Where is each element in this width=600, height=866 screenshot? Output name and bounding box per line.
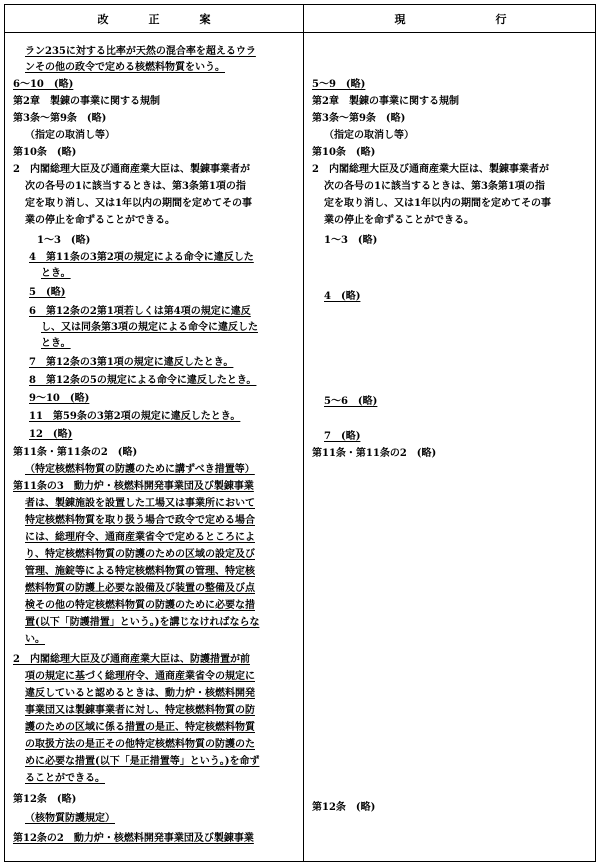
- text-line: 5～9 (略): [312, 79, 366, 90]
- text-line: 第12条 (略): [312, 802, 376, 813]
- column-divider: [303, 5, 304, 861]
- text-line: （特定核燃料物質の防護のために講ずべき措置等）: [25, 464, 255, 475]
- text-line: の取扱方法の是正その他特定核燃料物質の防護のた: [25, 739, 255, 750]
- text-line: い。: [25, 634, 45, 645]
- text-line: とき。: [41, 268, 71, 279]
- text-line: 業の停止を命ずることができる。: [324, 215, 474, 226]
- text-line: 2 内閣総理大臣及び通商産業大臣は、製錬事業者が: [13, 164, 250, 175]
- text-line: 第10条 (略): [312, 147, 376, 158]
- text-line: 6 第12条の2第1項若しくは第4項の規定に違反: [29, 306, 251, 317]
- text-line: 4 第11条の3第2項の規定による命令に違反した: [29, 252, 254, 263]
- text-line: 12 (略): [29, 429, 73, 440]
- text-line: 次の各号の1に該当するときは、第3条第1項の指: [25, 181, 246, 192]
- text-line: 者は、製錬施設を設置した工場又は事業所において: [25, 498, 255, 509]
- text-line: （核物質防護規定）: [25, 813, 115, 824]
- text-line: 事業団又は製錬事業者に対し、特定核燃料物質の防: [25, 705, 255, 716]
- text-line: 第12条 (略): [13, 794, 77, 805]
- text-line: とき。: [41, 338, 71, 349]
- text-line: り、特定核燃料物質の防護のための区域の設定及び: [25, 549, 255, 560]
- text-line: 定を取り消し、又は1年以内の期間を定めてその事: [25, 198, 252, 209]
- header-current: [304, 5, 597, 33]
- text-line: ンその他の政令で定める核燃料物質をいう。: [25, 62, 225, 73]
- text-line: 1～3 (略): [324, 235, 378, 246]
- text-line: し、又は同条第3項の規定による命令に違反した: [41, 322, 258, 333]
- text-line: 7 第12条の3第1項の規定に違反したとき。: [29, 357, 234, 368]
- text-line: 管理、施錠等による特定核燃料物質の管理、特定核: [25, 566, 255, 577]
- text-line: （指定の取消し等）: [324, 130, 414, 141]
- text-line: 燃料物質の防護上必要な設備及び装置の整備及び点: [25, 583, 255, 594]
- text-line: 6～10 (略): [13, 79, 74, 90]
- text-line: には、総理府令、通商産業省令で定めるところによ: [25, 532, 255, 543]
- header-revised: [5, 5, 303, 33]
- text-line: 第3条～第9条 (略): [13, 113, 107, 124]
- comparison-table: [4, 4, 596, 862]
- text-line: （指定の取消し等）: [25, 130, 115, 141]
- text-line: 第11条の3 動力炉・核燃料開発事業団及び製錬事業: [13, 481, 254, 492]
- header-revised-label: 改正案: [97, 13, 251, 26]
- text-line: 第3条～第9条 (略): [312, 113, 406, 124]
- text-line: 業の停止を命ずることができる。: [25, 215, 175, 226]
- table-header: [5, 5, 595, 33]
- text-line: 2 内閣総理大臣及び通商産業大臣は、製錬事業者が: [312, 164, 549, 175]
- text-line: 特定核燃料物質を取り扱う場合で政令で定める場合: [25, 515, 255, 526]
- text-line: 第2章 製錬の事業に関する規制: [312, 96, 459, 107]
- text-line: 第12条の2 動力炉・核燃料開発事業団及び製錬事業: [13, 833, 254, 844]
- text-line: 置(以下「防護措置」という。)を講じなければならな: [25, 617, 260, 628]
- text-line: 11 第59条の3第2項の規定に違反したとき。: [29, 411, 241, 422]
- text-line: 5 (略): [29, 287, 66, 298]
- text-line: ることができる。: [25, 773, 105, 784]
- text-line: 5～6 (略): [324, 396, 378, 407]
- text-line: 違反していると認めるときは、動力炉・核燃料開発: [25, 688, 255, 699]
- text-line: 次の各号の1に該当するときは、第3条第1項の指: [324, 181, 545, 192]
- text-line: 第11条・第11条の2 (略): [13, 447, 138, 458]
- text-line: 2 内閣総理大臣及び通商産業大臣は、防護措置が前: [13, 654, 250, 665]
- text-line: 護のための区域に係る措置の是正、特定核燃料物質: [25, 722, 255, 733]
- text-line: ラン235に対する比率が天然の混合率を超えるウラ: [25, 46, 256, 57]
- text-line: 第11条・第11条の2 (略): [312, 448, 437, 459]
- text-line: 検その他の特定核燃料物質の防護のために必要な措: [25, 600, 255, 611]
- header-current-label: 現行: [394, 13, 597, 26]
- text-line: 1～3 (略): [37, 235, 91, 246]
- text-line: めに必要な措置(以下「是正措置等」という。)を命ず: [25, 756, 260, 767]
- text-line: 8 第12条の5の規定による命令に違反したとき。: [29, 375, 257, 386]
- text-line: 第2章 製錬の事業に関する規制: [13, 96, 160, 107]
- text-line: 4 (略): [324, 291, 361, 302]
- text-line: 7 (略): [324, 431, 361, 442]
- text-line: 定を取り消し、又は1年以内の期間を定めてその事: [324, 198, 551, 209]
- text-line: 項の規定に基づく総理府令、通商産業省令の規定に: [25, 671, 255, 682]
- text-line: 9～10 (略): [29, 393, 90, 404]
- text-line: 第10条 (略): [13, 147, 77, 158]
